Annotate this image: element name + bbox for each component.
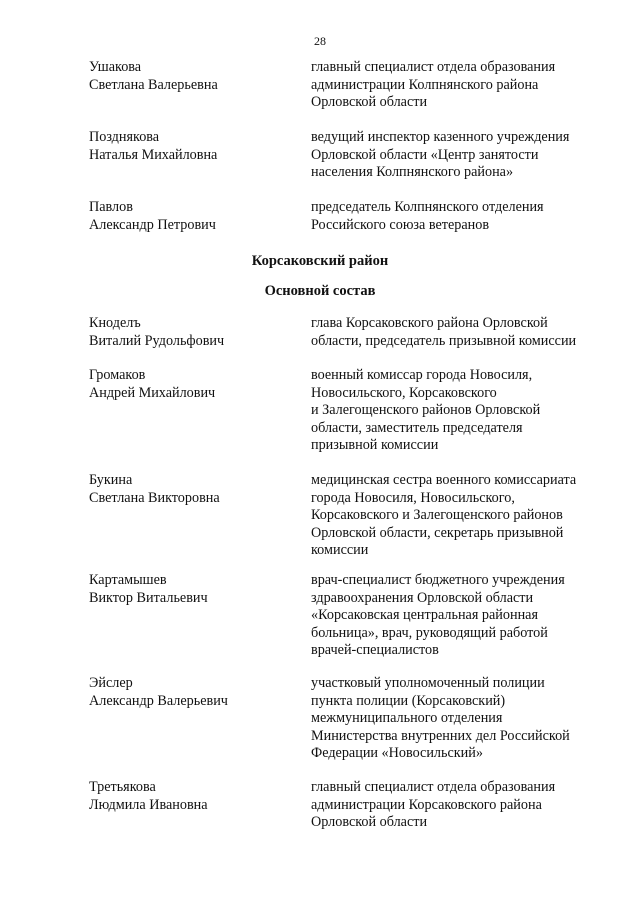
member-name [89,472,294,507]
member-given-name: Виталий Рудольфович [89,332,225,349]
role-line: Орловской области «Центр занятости [311,146,539,163]
member-surname: Третьякова [89,779,156,795]
role-line: больница», врач, руководящий работой [311,624,548,641]
member-surname: Кноделъ [89,315,141,331]
role-line: населения Колпнянского района» [311,164,514,181]
member-role [311,367,611,455]
role-line: области, заместитель председателя [311,419,523,436]
member-role [311,675,611,763]
member-given-name: Людмила Ивановна [89,796,208,813]
role-line: Орловской области [311,814,428,831]
member-surname: Букина [89,472,133,488]
member-name [89,367,294,402]
member-given-name: Наталья Михайловна [89,146,218,163]
role-line: врач-специалист бюджетного учреждения [311,572,565,588]
role-line: пункта полиции (Корсаковский) [311,692,506,709]
member-name [89,675,294,710]
member-given-name: Светлана Викторовна [89,489,220,506]
member-name [89,129,294,164]
role-line: глава Корсаковского района Орловской [311,315,548,331]
member-given-name: Александр Валерьевич [89,692,228,709]
member-surname: Громаков [89,367,146,383]
member-name [89,199,294,234]
member-given-name: Виктор Витальевич [89,589,208,606]
role-line: здравоохранения Орловской области [311,589,534,606]
district-heading: Корсаковский район [251,253,389,269]
member-surname: Позднякова [89,129,160,145]
role-line: участковый уполномоченный полиции [311,675,545,691]
role-line: администрации Колпнянского района [311,76,539,93]
role-line: медицинская сестра военного комиссариата [311,472,577,488]
role-line: Корсаковского и Залегощенского районов [311,507,563,524]
member-role [311,199,611,234]
role-line: области, председатель призывной комиссии [311,332,577,349]
member-role [311,472,611,560]
role-line: Министерства внутренних дел Российской [311,727,570,744]
member-name [89,779,294,814]
role-line: комиссии [311,542,369,559]
member-role [311,779,611,832]
role-line: Орловской области [311,94,428,111]
member-name [89,59,294,94]
role-line: администрации Корсаковского района [311,796,542,813]
role-line: межмуниципального отделения [311,710,503,727]
role-line: военный комиссар города Новосиля, [311,367,533,383]
role-line: Федерации «Новосильский» [311,745,483,762]
member-surname: Картамышев [89,572,167,588]
member-role [311,315,611,350]
member-surname: Ушакова [89,59,142,75]
member-role [311,59,611,112]
role-line: врачей-специалистов [311,642,439,659]
role-line: Российского союза ветеранов [311,216,490,233]
role-line: и Залегощенского районов Орловской [311,402,541,419]
role-line: ведущий инспектор казенного учреждения [311,129,570,145]
role-line: Орловской области, секретарь призывной [311,524,564,541]
role-line: города Новосиля, Новосильского, [311,489,515,506]
member-given-name: Светлана Валерьевна [89,76,218,93]
member-surname: Эйслер [89,675,133,691]
role-line: главный специалист отдела образования [311,59,556,75]
member-given-name: Александр Петрович [89,216,216,233]
role-line: председатель Колпнянского отделения [311,199,544,215]
member-given-name: Андрей Михайлович [89,384,216,401]
member-role [311,129,611,182]
role-line: Новосильского, Корсаковского [311,384,497,401]
role-line: «Корсаковская центральная районная [311,607,538,624]
member-name [89,572,294,607]
composition-subheading: Основной состав [264,283,376,299]
role-line: призывной комиссии [311,437,439,454]
member-name [89,315,294,350]
page-number: 28 [314,34,326,48]
role-line: главный специалист отдела образования [311,779,556,795]
member-role [311,572,611,660]
member-surname: Павлов [89,199,133,215]
